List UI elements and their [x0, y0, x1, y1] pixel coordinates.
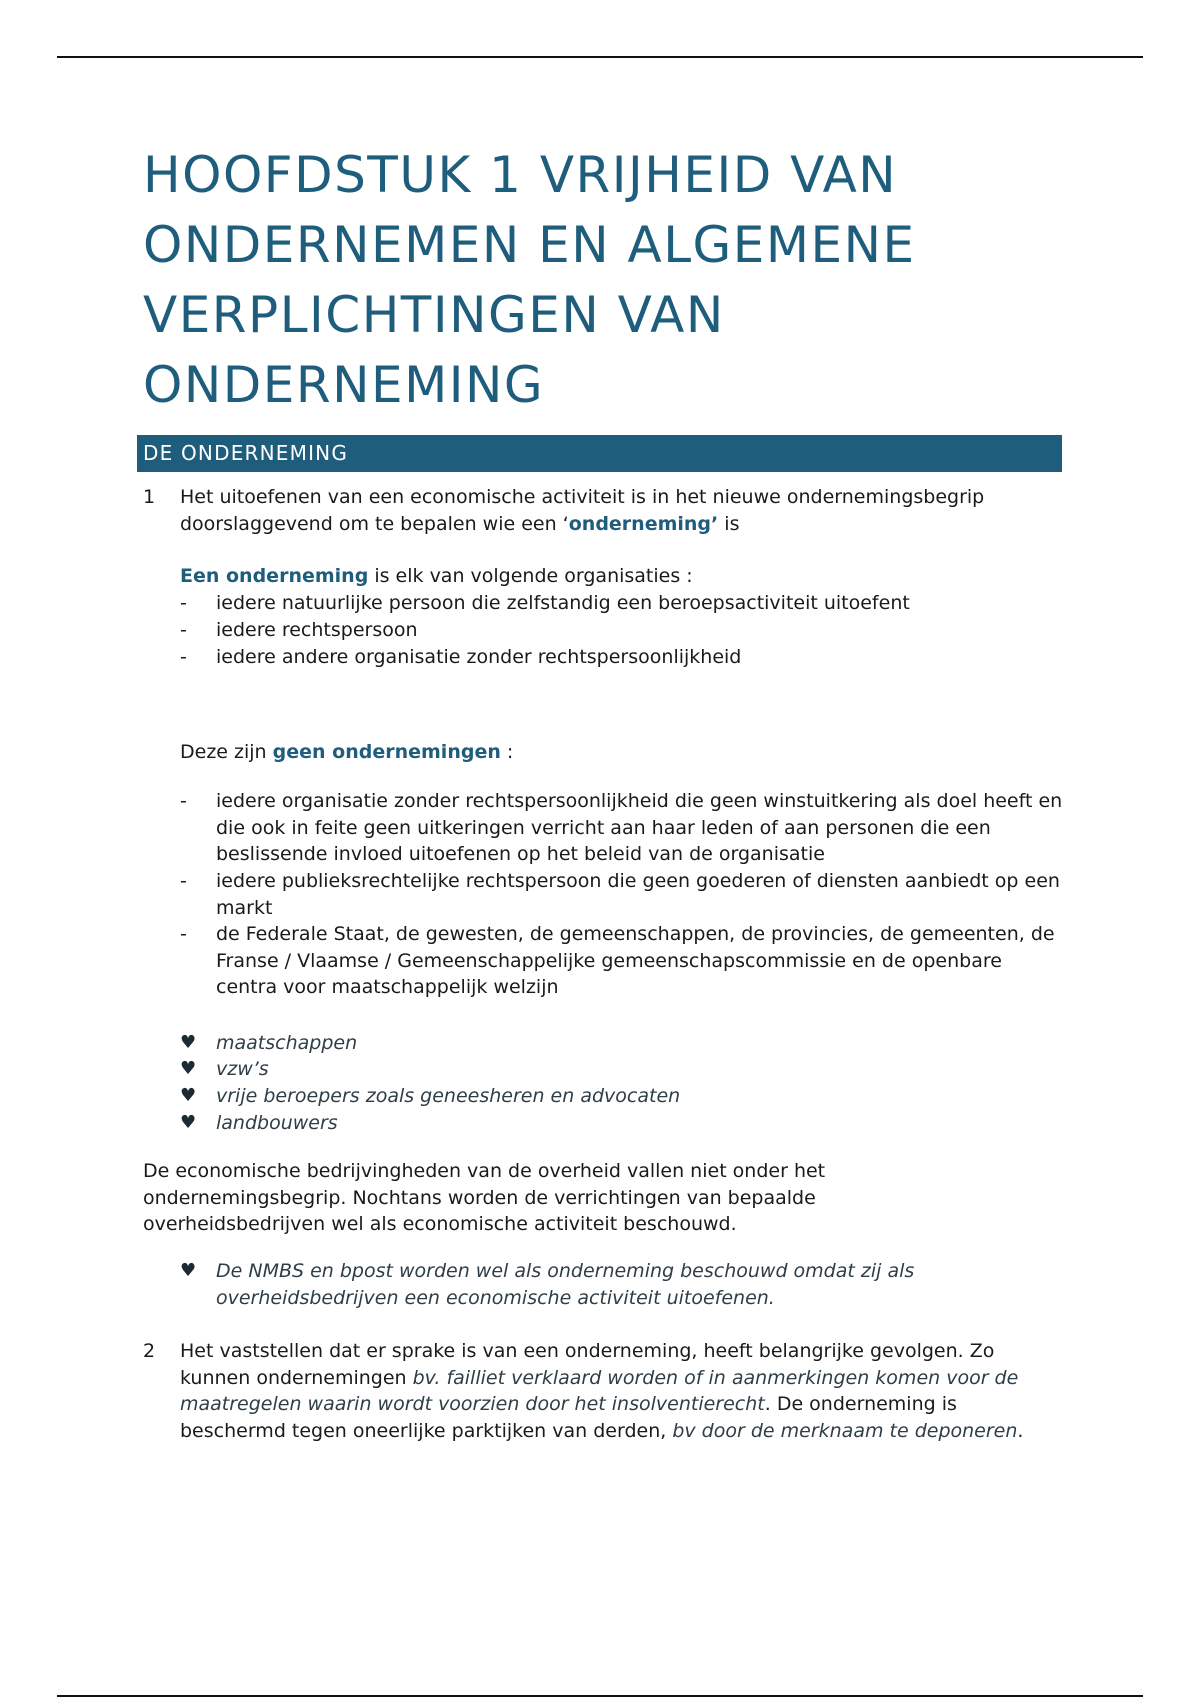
paragraph-1-tail: is	[718, 512, 740, 535]
paragraph-number: 1	[143, 486, 156, 508]
list-item: iedere rechtspersoon	[216, 619, 418, 641]
paragraph-number: 2	[143, 1340, 156, 1362]
paragraph-2-example-a: bv. failliet verklaard worden of in aanmerkingen komen voor de maatregelen waarin wordt voorzien door het insolventierecht	[180, 1366, 1019, 1415]
example-item: landbouwers	[216, 1112, 338, 1134]
dash-bullet: -	[180, 646, 187, 668]
heart-bullet-icon: ♥	[180, 1032, 197, 1053]
heart-bullet-icon: ♥	[180, 1058, 197, 1079]
title-line: VERPLICHTINGEN VAN	[143, 286, 725, 344]
section-heading: DE ONDERNEMING	[137, 435, 1062, 472]
page-title	[143, 140, 1103, 420]
term-een-onderneming: Een onderneming	[180, 565, 369, 587]
example-item: vrije beroepers zoals geneesheren en advocaten	[216, 1085, 681, 1107]
list-item: de Federale Staat, de gewesten, de gemeenschappen, de provincies, de gemeenten, de Franse / Vlaamse / Gemeenschappelijke gemeenschapscommissie en de openbare centra voor maatschappelijk welzijn	[216, 923, 1055, 998]
paragraph-2-example-b: bv door de merknaam te deponeren	[672, 1419, 1018, 1442]
list-item: iedere organisatie zonder rechtspersoonlijkheid die geen winstuitkering als doel heeft en die ook in feite geen uitkeringen verricht aan haar leden of aan personen die een beslissende invloed uitoefenen op het beleid van de organisatie	[216, 790, 1063, 865]
exclusions-intro	[180, 739, 1060, 766]
top-rule	[57, 56, 1143, 58]
heart-bullet-icon: ♥	[180, 1112, 197, 1133]
government-paragraph: De economische bedrijvingheden van de overheid vallen niet onder het ondernemingsbegrip. Nochtans worden de verrichtingen van bepaalde overheidsbedrijven wel als economische activiteit beschouwd.	[143, 1160, 826, 1235]
example-item: vzw’s	[216, 1058, 269, 1080]
dash-bullet: -	[180, 592, 187, 614]
government-example: De NMBS en bpost worden wel als onderneming beschouwd omdat zij als overheidsbedrijven een economische activiteit uitoefenen.	[216, 1260, 915, 1309]
exclusions-tail: :	[500, 741, 514, 763]
term-geen-ondernemingen: geen ondernemingen	[272, 741, 501, 763]
bottom-rule	[57, 1695, 1143, 1697]
dash-bullet: -	[180, 923, 187, 945]
term-onderneming: onderneming’	[568, 512, 719, 535]
example-item: maatschappen	[216, 1032, 358, 1054]
paragraph-1-text: Het uitoefenen van een economische activiteit is in het nieuwe ondernemingsbegrip doorslaggevend om te bepalen wie een ‘	[180, 486, 985, 535]
definition-intro	[180, 563, 1060, 590]
paragraph-2	[180, 1338, 1060, 1444]
list-item: iedere publieksrechtelijke rechtspersoon die geen goederen of diensten aanbiedt op een markt	[216, 870, 1060, 919]
heart-bullet-icon: ♥	[180, 1260, 197, 1281]
list-item: iedere natuurlijke persoon die zelfstandig een beroepsactiviteit uitoefent	[216, 592, 910, 614]
title-line: ONDERNEMING	[143, 356, 545, 414]
dash-bullet: -	[180, 790, 187, 812]
paragraph-2-tail: .	[1017, 1419, 1024, 1442]
paragraph-1	[180, 484, 1060, 537]
list-item: iedere andere organisatie zonder rechtspersoonlijkheid	[216, 646, 742, 668]
title-line: ONDERNEMEN EN ALGEMENE	[143, 216, 916, 274]
dash-bullet: -	[180, 870, 187, 892]
paragraph-2-text-b: . De onderneming is beschermd tegen oneerlijke parktijken van derden,	[180, 1393, 957, 1442]
heart-bullet-icon: ♥	[180, 1085, 197, 1106]
exclusions-text: Deze zijn	[180, 741, 273, 763]
definition-text: is elk van volgende organisaties :	[368, 565, 693, 587]
title-line: HOOFDSTUK 1 VRIJHEID VAN	[143, 146, 898, 204]
paragraph-2-text: Het vaststellen dat er sprake is van een onderneming, heeft belangrijke gevolgen. Zo kunnen ondernemingen	[180, 1340, 995, 1389]
dash-bullet: -	[180, 619, 187, 641]
